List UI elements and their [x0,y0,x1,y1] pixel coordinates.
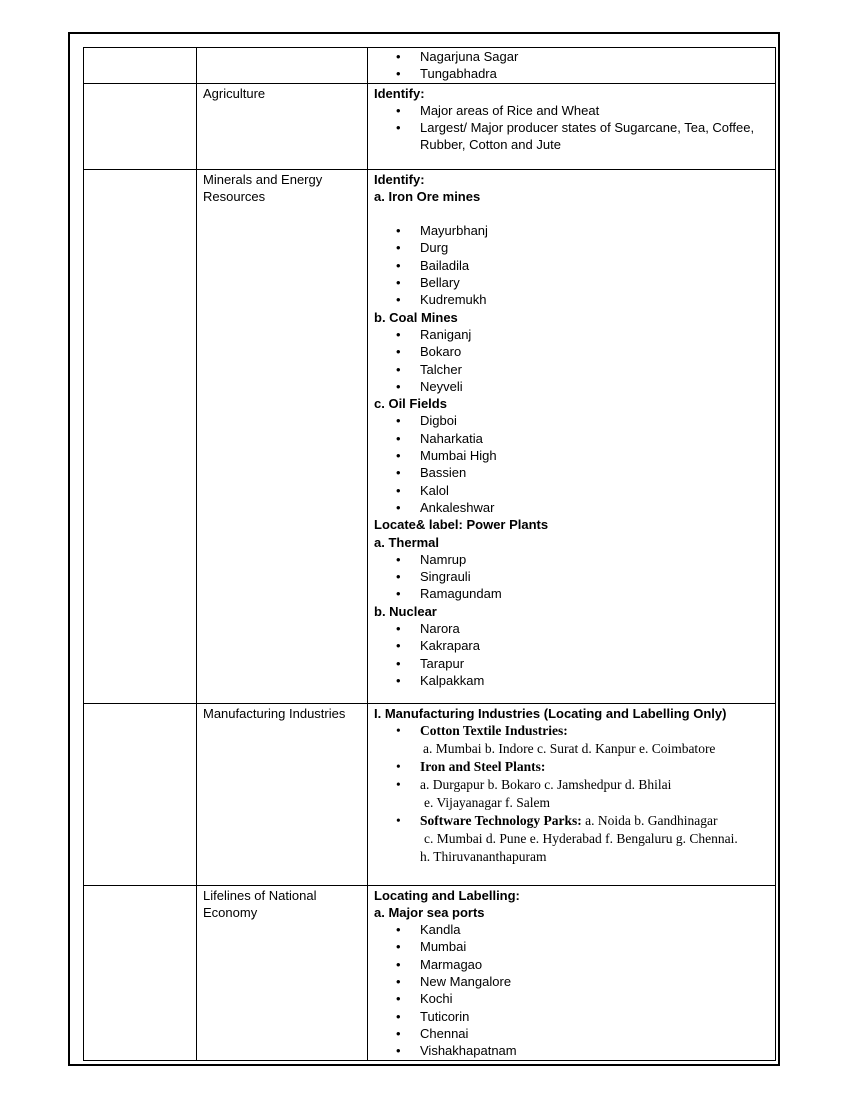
coal-list [374,326,769,395]
list-item: • Singrauli [374,568,769,585]
list-item [374,776,769,812]
table-row [84,48,776,84]
section-heading: Locating and Labelling: [374,887,520,903]
topic-cell: Manufacturing Industries [197,703,368,885]
iron-ore-list [374,222,769,308]
sub-heading-coal: b. Coal Mines [374,309,458,325]
list-item: • Marmagao [374,956,769,973]
list-item: • Naharkatia [374,430,769,447]
list-item: • Bellary [374,274,769,291]
thermal-list [374,551,769,603]
table-row [84,703,776,885]
topic-cell: Lifelines of National Economy [197,885,368,1060]
iron-steel-cities-line2: e. Vijayanagar f. Salem [424,794,551,810]
software-parks-line2: c. Mumbai d. Pune e. Hyderabad f. Bengaluru g. Chennai. [424,830,738,846]
cotton-textile-title: Cotton Textile Industries: [420,722,568,738]
content-cell [368,169,776,703]
list-item: • Ramagundam [374,585,769,602]
list-item: • Chennai [374,1025,769,1042]
list-item [374,722,769,758]
list-item: • Largest/ Major producer states of Sugarcane, Tea, Coffee, Rubber, Cotton and Jute [374,119,769,154]
software-parks-line3: h. Thiruvananthapuram [420,848,547,864]
bullet-list [374,102,769,154]
table-row [84,169,776,703]
list-item: • Bassien [374,464,769,481]
sub-heading-nuclear: b. Nuclear [374,603,437,619]
list-item: • Bokaro [374,343,769,360]
topic-cell [197,48,368,84]
list-item [374,758,769,776]
list-item: • Major areas of Rice and Wheat [374,102,769,119]
unit-cell [84,885,197,1060]
list-item: • Vishakhapatnam [374,1042,769,1059]
iron-steel-cities-line1: a. Durgapur b. Bokaro c. Jamshedpur d. Bhilai [420,776,672,792]
list-item: • Kudremukh [374,291,769,308]
list-item: • Bailadila [374,257,769,274]
list-item: • New Mangalore [374,973,769,990]
nuclear-list [374,620,769,689]
syllabus-table [83,47,776,1061]
cotton-textile-cities: a. Mumbai b. Indore c. Surat d. Kanpur e. Coimbatore [423,740,716,756]
topic-cell: Agriculture [197,83,368,169]
sub-heading-sea-ports: a. Major sea ports [374,904,485,920]
list-item: • Nagarjuna Sagar [374,48,769,65]
industry-list [374,722,769,866]
content-cell [368,703,776,885]
list-item: • Kalpakkam [374,672,769,689]
list-item: • Durg [374,239,769,256]
list-item: • Digboi [374,412,769,429]
content-cell [368,83,776,169]
section-heading: I. Manufacturing Industries (Locating and Labelling Only) [374,705,727,721]
topic-cell: Minerals and Energy Resources [197,169,368,703]
list-item: • Talcher [374,361,769,378]
list-item: • Kalol [374,482,769,499]
sub-heading-power: Locate& label: Power Plants [374,517,549,533]
content-cell [368,48,776,84]
section-heading: Identify: [374,171,425,187]
list-item: • Kochi [374,990,769,1007]
list-item: • Narora [374,620,769,637]
unit-cell [84,48,197,84]
list-item: • Kandla [374,921,769,938]
list-item: • Mumbai [374,938,769,955]
iron-steel-title: Iron and Steel Plants: [420,758,546,774]
list-item: • Ankaleshwar [374,499,769,516]
content-cell [368,885,776,1060]
software-parks-title: Software Technology Parks: [420,812,582,828]
list-item: • Namrup [374,551,769,568]
sea-ports-list [374,921,769,1059]
list-item: • Tungabhadra [374,65,769,82]
unit-cell [84,169,197,703]
list-item: • Raniganj [374,326,769,343]
sub-heading-oil: c. Oil Fields [374,396,447,412]
list-item [374,812,769,866]
sub-heading-thermal: a. Thermal [374,534,440,550]
software-parks-line1: a. Noida b. Gandhinagar [585,812,718,828]
unit-cell [84,703,197,885]
unit-cell [84,83,197,169]
list-item: • Mayurbhanj [374,222,769,239]
table-row [84,83,776,169]
list-item: • Neyveli [374,378,769,395]
list-item: • Kakrapara [374,637,769,654]
section-heading: Identify: [374,85,425,101]
list-item: • Tarapur [374,655,769,672]
sub-heading-iron-ore: a. Iron Ore mines [374,188,481,204]
list-item: • Mumbai High [374,447,769,464]
bullet-list [374,48,769,83]
table-row [84,885,776,1060]
oil-list [374,412,769,516]
list-item: • Tuticorin [374,1008,769,1025]
